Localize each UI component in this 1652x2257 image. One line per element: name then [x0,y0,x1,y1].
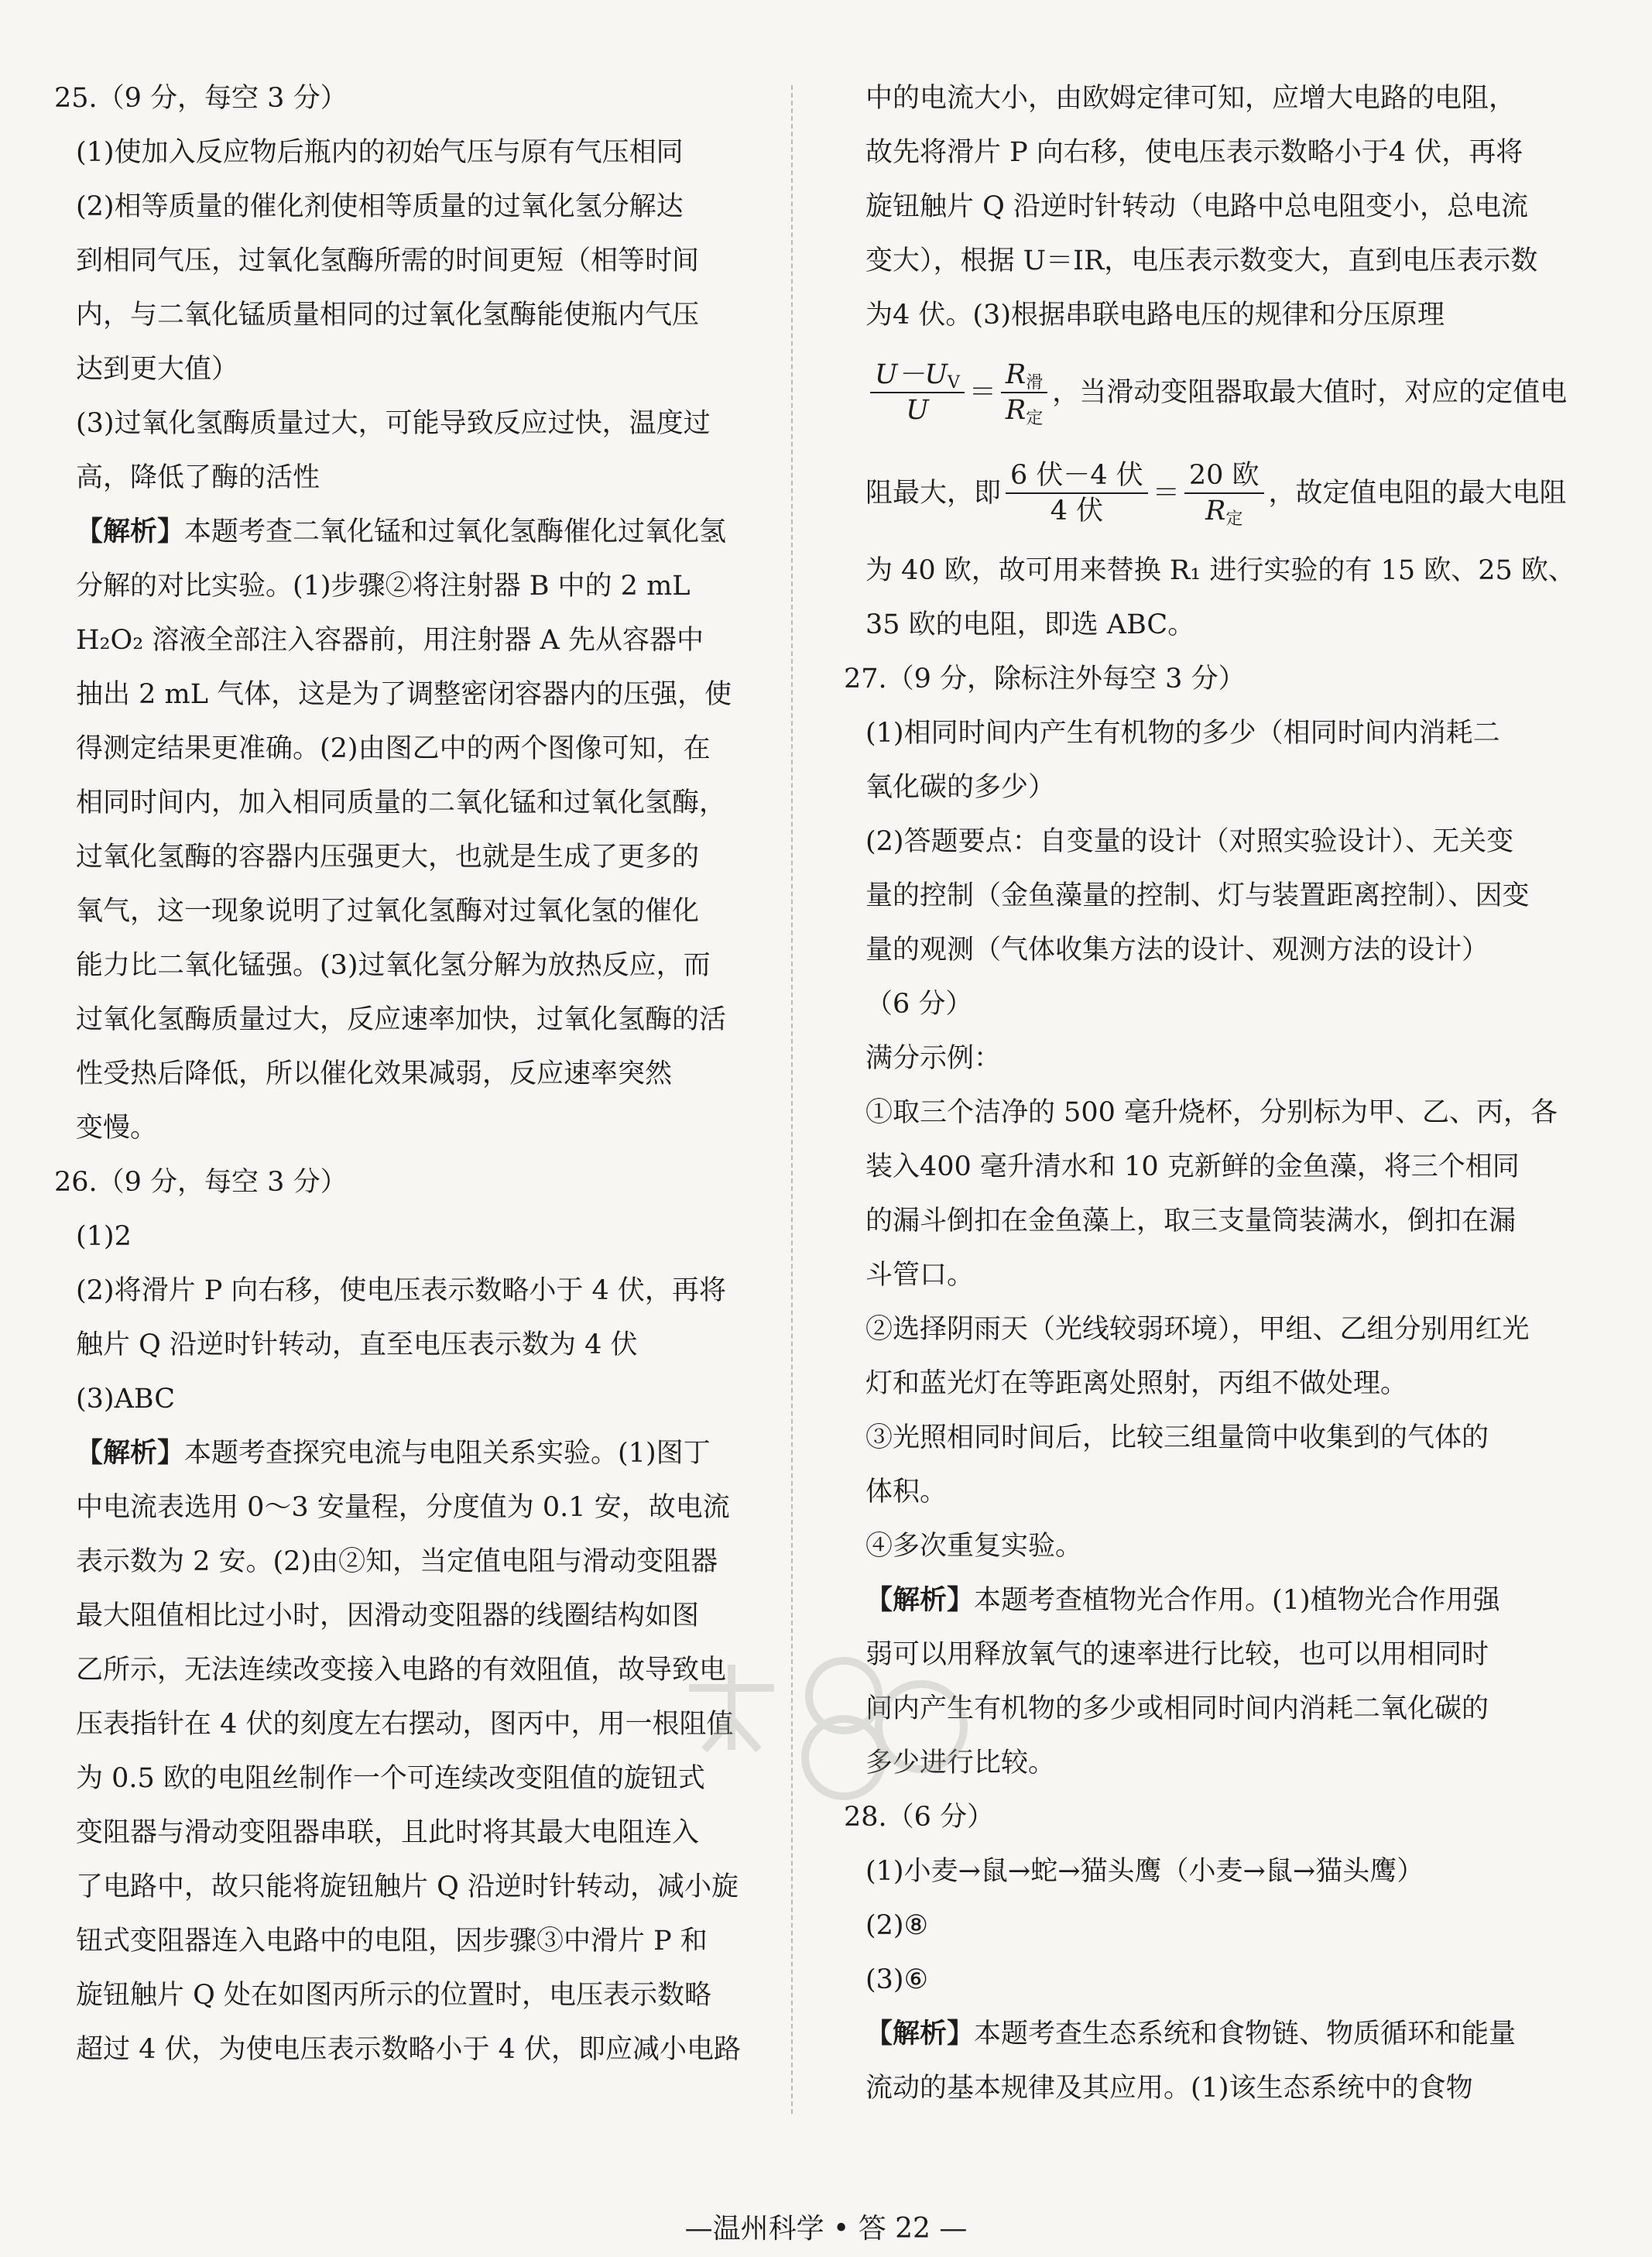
q26-analysis-line: 【解析】本题考查探究电流与电阻关系实验。(1)图丁 [76,1438,711,1469]
analysis-label: 【解析】 [76,1438,185,1469]
left-column [54,71,766,2077]
q25-analysis-line: 性受热后降低，所以催化效果减弱，反应速率突然 [76,1058,673,1089]
q27-answer-2-line: (2)答题要点：自变量的设计（对照实验设计）、无关变 [865,826,1514,857]
q27-analysis-line: 【解析】本题考查植物光合作用。(1)植物光合作用强 [865,1585,1500,1616]
q26-heading: 26.（9 分，每空 3 分） [54,1167,348,1198]
q27-answer-1-line: 氧化碳的多少） [865,772,1056,803]
fraction-volts: $\frac{\text{6 伏－4 伏}}{\text{4 伏}}$ [1006,458,1148,528]
analysis-label: 【解析】 [76,516,185,547]
q27-answer-2-line: （6 分） [865,989,973,1020]
q26-analysis-line: 压表指针在 4 伏的刻度左右摆动，图丙中，用一根阻值 [76,1709,734,1740]
page-footer: —温州科学 • 答 22 — [684,2213,968,2245]
h2o2-formula: H₂O₂ [76,625,144,656]
q28-analysis-line: 【解析】本题考查生态系统和食物链、物质循环和能量 [865,2019,1517,2049]
q26-analysis-cont-line: 旋钮触片 Q 沿逆时针转动（电路中总电阻变小，总电流 [865,191,1528,222]
q26-analysis-line: 了电路中，故只能将旋钮触片 Q 沿逆时针转动，减小旋 [76,1871,739,1902]
q27-step-line: 体积。 [865,1477,948,1508]
q27-answer-2-line: 量的观测（气体收集方法的设计、观测方法的设计） [865,935,1489,966]
q27-analysis-line: 弱可以用释放氧气的速率进行比较，也可以用相同时 [865,1639,1489,1670]
q28-answer-2: (2)⑧ [865,1910,928,1941]
q26-analysis-cont-line: 变大），根据 U＝IR，电压表示数变大，直到电压表示数 [865,245,1538,276]
q25-heading: 25.（9 分，每空 3 分） [54,83,348,114]
q26-analysis-line: 表示数为 2 安。(2)由②知，当定值电阻与滑动变阻器 [76,1546,718,1577]
right-column [844,71,1587,2115]
q25-analysis-line: 能力比二氧化锰强。(3)过氧化氢分解为放热反应，而 [76,950,711,981]
q25-analysis-line: 氧气，这一现象说明了过氧化氢酶对过氧化氢的催化 [76,896,700,927]
q25-answer-1: (1)使加入反应物后瓶内的初始气压与原有气压相同 [76,137,684,168]
q26-analysis-line: 乙所示，无法连续改变接入电路的有效阻值，故导致电 [76,1655,727,1686]
q26-answer-2-line: (2)将滑片 P 向右移，使电压表示数略小于 4 伏，再将 [76,1275,726,1306]
q25-answer-2-line: (2)相等质量的催化剂使相等质量的过氧化氢分解达 [76,191,684,222]
q26-analysis-line: 钮式变阻器连入电路中的电阻，因步骤③中滑片 P 和 [76,1926,708,1957]
fraction-resistance: $\frac{R_滑}{R_定}$ [1001,358,1047,427]
q26-analysis-end-line: 35 欧的电阻，即选 ABC。 [865,609,1195,640]
q27-heading: 27.（9 分，除标注外每空 3 分） [844,664,1246,695]
q26-formula-ratio: $\frac{U-U_V}{U}$ ＝ $\frac{R_滑}{R_定}$ ，当滑动变阻器取最大值时，对应的定值电 [844,342,1587,443]
q25-answer-3-line: (3)过氧化氢酶质量过大，可能导致反应过快，温度过 [76,408,711,439]
q26-analysis-line: 中电流表选用 0～3 安量程，分度值为 0.1 安，故电流 [76,1492,730,1523]
q27-step-line: ①取三个洁净的 500 毫升烧杯，分别标为甲、乙、丙，各 [865,1097,1558,1128]
q27-answer-1-line: (1)相同时间内产生有机物的多少（相同时间内消耗二 [865,718,1500,749]
q27-answer-2-line: 量的控制（金鱼藻量的控制、灯与装置距离控制）、因变 [865,880,1530,911]
q28-answer-1: (1)小麦→鼠→蛇→猫头鹰（小麦→鼠→猫头鹰） [865,1856,1424,1887]
q25-analysis-line: 过氧化氢酶质量过大，反应速率加快，过氧化氢酶的活 [76,1004,727,1035]
q28-analysis-line: 流动的基本规律及其应用。(1)该生态系统中的食物 [865,2073,1473,2104]
analysis-label: 【解析】 [865,2019,975,2049]
q26-analysis-end-line: 为 40 欧，故可用来替换 R₁ 进行实验的有 15 欧、25 欧、 [865,555,1575,586]
q25-answer-2-line: 到相同气压，过氧化氢酶所需的时间更短（相等时间 [76,245,700,276]
q27-step-line: 的漏斗倒扣在金鱼藻上，取三支量筒装满水，倒扣在漏 [865,1206,1517,1237]
q26-analysis-line: 变阻器与滑动变阻器串联，且此时将其最大电阻连入 [76,1817,700,1848]
q26-analysis-line: 为 0.5 欧的电阻丝制作一个可连续改变阻值的旋钮式 [76,1763,705,1794]
q26-analysis-cont-line: 为4 伏。(3)根据串联电路电压的规律和分压原理 [865,300,1445,331]
q27-step-line: ②选择阴雨天（光线较弱环境），甲组、乙组分别用红光 [865,1314,1530,1345]
q26-answer-1: (1)2 [76,1221,132,1252]
q27-example-title: 满分示例： [865,1043,1002,1074]
q25-analysis-line: 相同时间内，加入相同质量的二氧化锰和过氧化氢酶， [76,787,727,818]
q25-answer-2-line: 内，与二氧化锰质量相同的过氧化氢酶能使瓶内气压 [76,300,700,331]
q25-answer-2-line: 达到更大值） [76,354,239,385]
column-divider [791,85,793,2114]
q26-answer-2-line: 触片 Q 沿逆时针转动，直至电压表示数为 4 伏 [76,1329,638,1360]
fraction-ohms: $\frac{\text{20 欧}}{R_定}$ [1184,458,1264,528]
q27-step-line: ④多次重复实验。 [865,1531,1083,1562]
q25-analysis-line: 变慢。 [76,1113,158,1144]
q28-heading: 28.（6 分） [844,1802,995,1833]
q26-analysis-line: 超过 4 伏，为使电压表示数略小于 4 伏，即应减小电路 [76,2034,742,2065]
q25-answer-3-line: 高，降低了酶的活性 [76,462,320,493]
q27-step-line: 斗管口。 [865,1260,975,1291]
q27-step-line: ③光照相同时间后，比较三组量筒中收集到的气体的 [865,1422,1489,1453]
q26-analysis-cont-line: 故先将滑片 P 向右移，使电压表示数略小于4 伏，再将 [865,137,1523,168]
q25-analysis-line: 过氧化氢酶的容器内压强更大，也就是生成了更多的 [76,842,700,873]
q26-analysis-line: 旋钮触片 Q 处在如图丙所示的位置时，电压表示数略 [76,1980,711,2011]
q25-analysis-line: H₂O₂ 溶液全部注入容器前，用注射器 A 先从容器中 [76,625,704,656]
q25-analysis-line: 【解析】本题考查二氧化锰和过氧化氢酶催化过氧化氢 [76,516,727,547]
q28-answer-3: (3)⑥ [865,1964,928,1995]
q27-step-line: 灯和蓝光灯在等距离处照射，丙组不做处理。 [865,1368,1408,1399]
analysis-label: 【解析】 [865,1585,975,1616]
q27-analysis-line: 间内产生有机物的多少或相同时间内消耗二氧化碳的 [865,1693,1489,1724]
q25-analysis-line: 分解的对比实验。(1)步骤②将注射器 B 中的 2 mL [76,571,691,602]
fraction-voltage: $\frac{U-U_V}{U}$ [870,358,965,427]
q27-analysis-line: 多少进行比较。 [865,1748,1056,1779]
q26-formula-values: 阻最大，即 $\frac{\text{6 伏－4 伏}}{\text{4 伏}}$ ＝ $\frac{\text{20 欧}}{R_定}$ ，故定值电阻的最大电阻 [865,460,1567,529]
q27-step-line: 装入400 毫升清水和 10 克新鲜的金鱼藻，将三个相同 [865,1151,1520,1182]
q26-analysis-cont-line: 中的电流大小，由欧姆定律可知，应增大电路的电阻， [865,83,1517,114]
q25-analysis-line: 抽出 2 mL 气体，这是为了调整密闭容器内的压强，使 [76,679,732,710]
q26-answer-3: (3)ABC [76,1384,176,1415]
q26-analysis-line: 最大阻值相比过小时，因滑动变阻器的线圈结构如图 [76,1600,700,1631]
q25-analysis-line: 得测定结果更准确。(2)由图乙中的两个图像可知，在 [76,733,711,764]
